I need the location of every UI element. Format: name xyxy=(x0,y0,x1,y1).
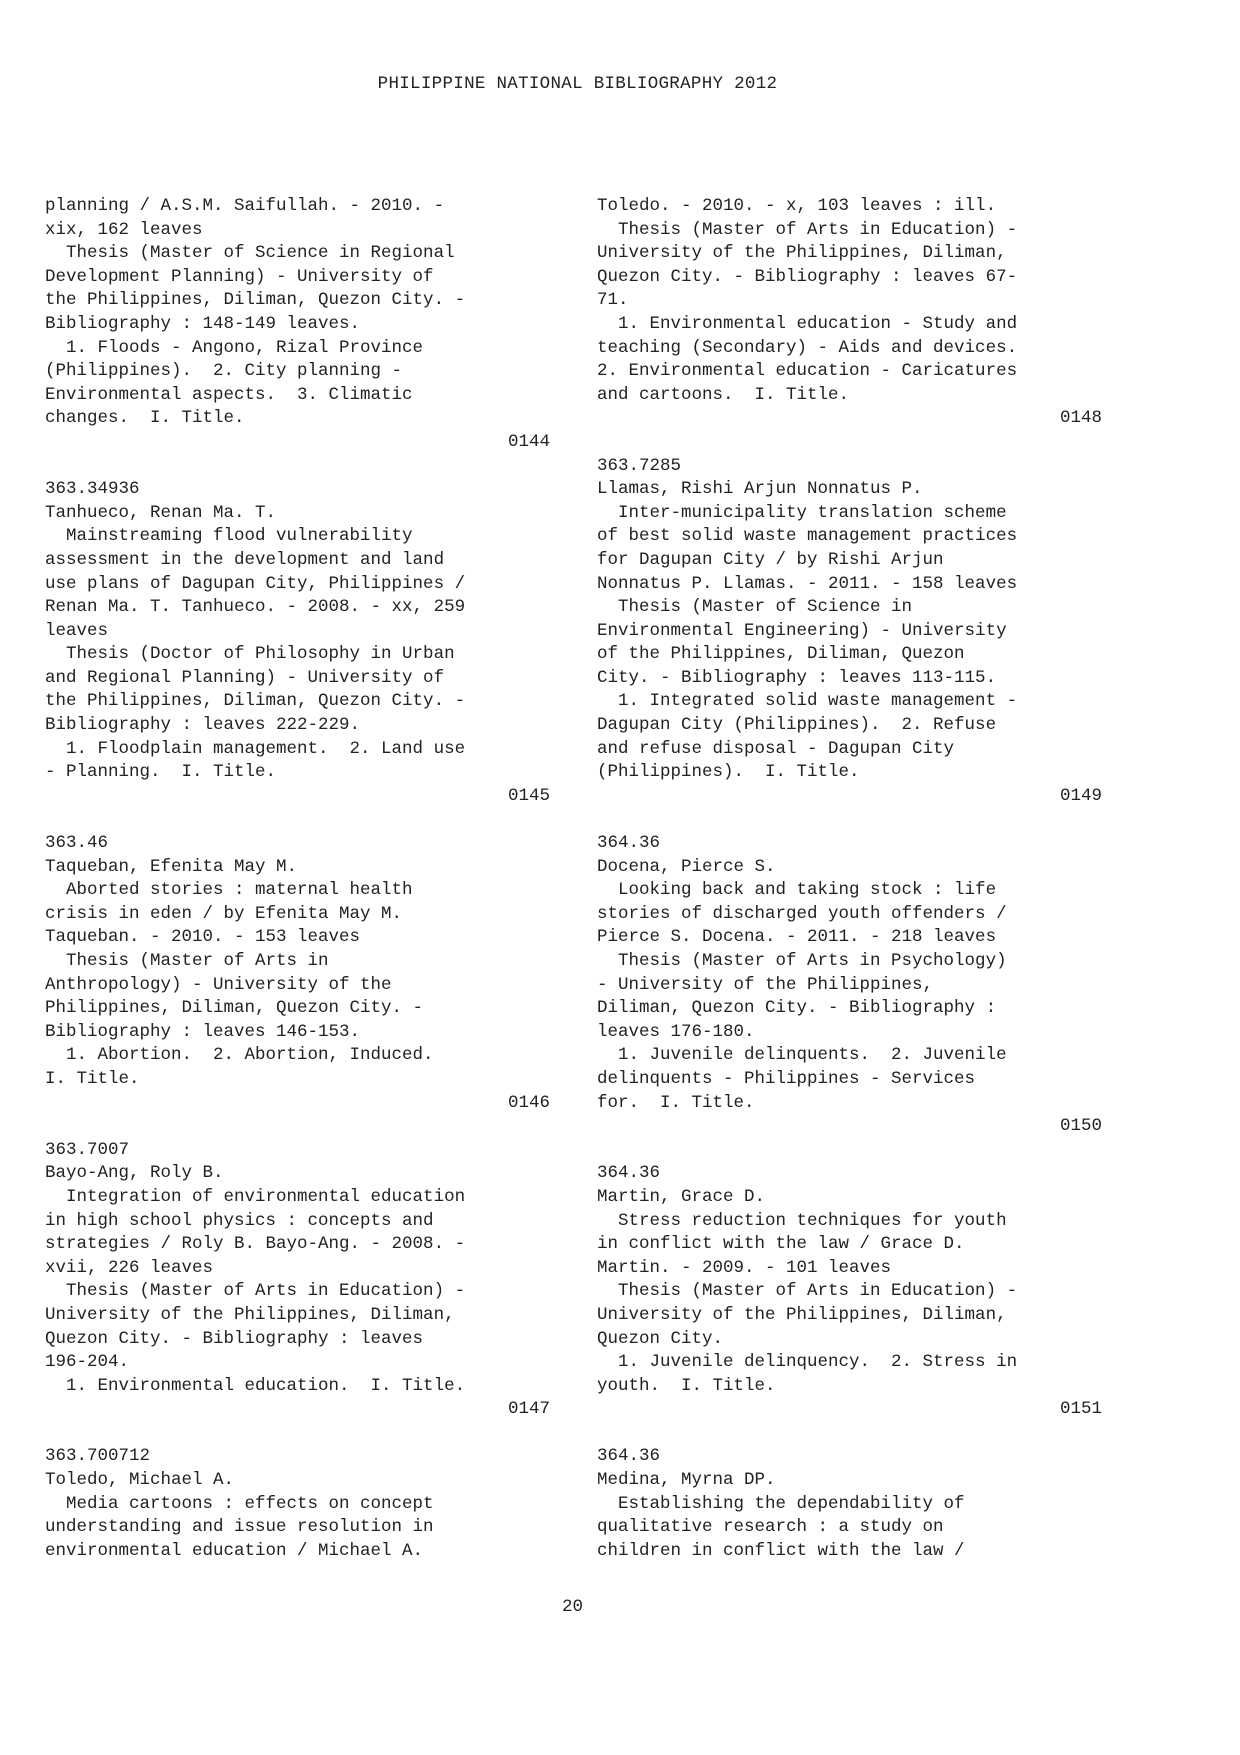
entry-line: Stress reduction techniques for youth xyxy=(597,1210,1007,1231)
entry-line: 1. Juvenile delinquency. 2. Stress in xyxy=(597,1352,1018,1373)
entry-line: University of the Philippines, Diliman, xyxy=(45,1304,455,1325)
entry-line: (Philippines). 2. City planning - xyxy=(45,361,403,382)
bibliography-entry xyxy=(45,478,550,808)
entry-line: Inter-municipality translation scheme xyxy=(597,502,1007,523)
entry-line: stories of discharged youth offenders / xyxy=(597,903,1007,924)
entry-line: 71. xyxy=(597,290,629,311)
entry-line: 364.36 xyxy=(597,833,661,854)
entry-line: Docena, Pierce S. xyxy=(597,856,776,877)
entry-line: Taqueban, Efenita May M. xyxy=(45,856,298,877)
entry-line: the Philippines, Diliman, Quezon City. - xyxy=(45,691,466,712)
entry-line: Taqueban. - 2010. - 153 leaves xyxy=(45,927,361,948)
bibliography-entry xyxy=(597,1162,1102,1422)
entry-line: Medina, Myrna DP. xyxy=(597,1470,776,1491)
entry-line: crisis in eden / by Efenita May M. xyxy=(45,903,403,924)
entry-line: Aborted stories : maternal health xyxy=(45,880,413,901)
entry-line: Nonnatus P. Llamas. - 2011. - 158 leaves xyxy=(597,573,1018,594)
entry-line: Thesis (Master of Science in xyxy=(597,597,913,618)
entry-line: Toledo, Michael A. xyxy=(45,1470,235,1491)
entry-line: Llamas, Rishi Arjun Nonnatus P. xyxy=(597,479,923,500)
entry-number: 0149 xyxy=(1059,785,1102,806)
bibliography-entry xyxy=(45,1139,550,1422)
entry-line: teaching (Secondary) - Aids and devices. xyxy=(597,337,1018,358)
entry-line: in conflict with the law / Grace D. xyxy=(597,1234,965,1255)
entry-line: University of the Philippines, Diliman, xyxy=(597,1304,1007,1325)
entry-line: assessment in the development and land xyxy=(45,549,445,570)
entry-line: I. Title. xyxy=(45,1068,140,1089)
entry-line: Media cartoons : effects on concept xyxy=(45,1493,434,1514)
entry-line: leaves xyxy=(45,620,109,641)
entry-line: children in conflict with the law / xyxy=(597,1540,965,1561)
entry-line: xvii, 226 leaves xyxy=(45,1257,214,1278)
entry-line: Bibliography : leaves 146-153. xyxy=(45,1021,361,1042)
entry-line: delinquents - Philippines - Services xyxy=(597,1068,976,1089)
entry-line: Bibliography : 148-149 leaves. xyxy=(45,313,361,334)
page-number: 20 xyxy=(561,1597,583,1617)
entry-number: 0150 xyxy=(1059,1116,1102,1137)
entry-line: Looking back and taking stock : life xyxy=(597,880,997,901)
bibliography-entry xyxy=(597,1445,1102,1563)
entry-line: Thesis (Master of Arts in Psychology) xyxy=(597,951,1007,971)
entry-line: Environmental aspects. 3. Climatic xyxy=(45,384,413,405)
entry-line: 1. Environmental education - Study and xyxy=(597,313,1018,334)
entry-line: Development Planning) - University of xyxy=(45,266,434,287)
entry-line: environmental education / Michael A. xyxy=(45,1540,424,1561)
entry-spacer xyxy=(45,1115,550,1139)
entry-line: youth. I. Title. xyxy=(597,1375,776,1396)
entry-line: 363.46 xyxy=(45,833,109,854)
entry-line: xix, 162 leaves xyxy=(45,219,203,240)
entry-spacer xyxy=(597,1422,1102,1446)
entry-line: leaves 176-180. xyxy=(597,1021,755,1042)
entry-number: 0147 xyxy=(507,1399,550,1420)
entry-line: planning / A.S.M. Saifullah. - 2010. - xyxy=(45,196,445,216)
entry-line: 2. Environmental education - Caricatures xyxy=(597,361,1018,382)
entry-line: and refuse disposal - Dagupan City xyxy=(597,738,955,759)
entry-line: use plans of Dagupan City, Philippines / xyxy=(45,573,466,594)
entry-number: 0144 xyxy=(507,431,550,452)
entry-line: Anthropology) - University of the xyxy=(45,974,392,995)
entry-line: Thesis (Doctor of Philosophy in Urban xyxy=(45,644,455,665)
entry-line: Bibliography : leaves 222-229. xyxy=(45,715,361,736)
entry-spacer xyxy=(45,808,550,832)
entry-number: 0146 xyxy=(507,1092,550,1113)
entry-line: 1. Juvenile delinquents. 2. Juvenile xyxy=(597,1045,1007,1066)
entry-line: Martin. - 2009. - 101 leaves xyxy=(597,1257,892,1278)
entry-line: 363.7007 xyxy=(45,1139,130,1160)
entry-line: Renan Ma. T. Tanhueco. - 2008. - xx, 259 xyxy=(45,597,466,618)
bibliography-entry xyxy=(597,832,1102,1139)
entry-line: of best solid waste management practices xyxy=(597,526,1018,547)
entry-line: and cartoons. I. Title. xyxy=(597,384,850,405)
right-column xyxy=(597,195,1102,1563)
bibliography-entry xyxy=(597,195,1102,431)
entry-line: Quezon City. - Bibliography : leaves xyxy=(45,1328,424,1349)
entry-spacer xyxy=(597,431,1102,455)
entry-line: the Philippines, Diliman, Quezon City. - xyxy=(45,290,466,311)
entry-line: Thesis (Master of Arts in Education) - xyxy=(597,219,1018,240)
entry-number: 0148 xyxy=(1059,408,1102,429)
entry-line: (Philippines). I. Title. xyxy=(597,762,860,783)
entry-line: 364.36 xyxy=(597,1446,661,1467)
entry-line: 1. Floods - Angono, Rizal Province xyxy=(45,337,424,358)
bibliography-entry xyxy=(45,1445,550,1563)
entry-line: Martin, Grace D. xyxy=(597,1186,766,1207)
entry-spacer xyxy=(597,1139,1102,1163)
entry-line: Mainstreaming flood vulnerability xyxy=(45,526,413,547)
entry-line: Thesis (Master of Science in Regional xyxy=(45,243,455,264)
entry-line: - Planning. I. Title. xyxy=(45,762,277,783)
left-column xyxy=(45,195,550,1563)
entry-line: in high school physics : concepts and xyxy=(45,1210,434,1231)
entry-line: 364.36 xyxy=(597,1163,661,1184)
entry-line: - University of the Philippines, xyxy=(597,974,934,995)
entry-line: 363.700712 xyxy=(45,1446,151,1467)
entry-number: 0145 xyxy=(507,785,550,806)
entry-line: Environmental Engineering) - University xyxy=(597,620,1007,641)
bibliography-entry xyxy=(45,832,550,1115)
entry-spacer xyxy=(45,455,550,479)
entry-line: Bayo-Ang, Roly B. xyxy=(45,1163,224,1184)
entry-line: 363.34936 xyxy=(45,479,140,500)
entry-line: 1. Integrated solid waste management - xyxy=(597,691,1018,712)
entry-line: 196-204. xyxy=(45,1352,130,1373)
entry-line: Dagupan City (Philippines). 2. Refuse xyxy=(597,715,997,736)
entry-line: Establishing the dependability of xyxy=(597,1493,965,1514)
entry-line: qualitative research : a study on xyxy=(597,1517,944,1538)
entry-line: 1. Environmental education. I. Title. xyxy=(45,1375,466,1396)
entry-line: understanding and issue resolution in xyxy=(45,1517,434,1538)
entry-line: Thesis (Master of Arts in Education) - xyxy=(45,1281,466,1302)
entry-line: Diliman, Quezon City. - Bibliography : xyxy=(597,998,997,1019)
entry-line: 1. Abortion. 2. Abortion, Induced. xyxy=(45,1045,434,1066)
entry-line: Thesis (Master of Arts in xyxy=(45,951,329,971)
entry-line: Tanhueco, Renan Ma. T. xyxy=(45,502,277,523)
entry-line: City. - Bibliography : leaves 113-115. xyxy=(597,667,997,688)
entry-line: Integration of environmental education xyxy=(45,1186,466,1207)
entry-line: Quezon City. xyxy=(597,1328,724,1349)
bibliography-entry xyxy=(45,195,550,455)
entry-line: Philippines, Diliman, Quezon City. - xyxy=(45,998,424,1019)
entry-line: for. I. Title. xyxy=(597,1092,755,1113)
entry-line: 363.7285 xyxy=(597,455,682,476)
entry-line: and Regional Planning) - University of xyxy=(45,667,445,688)
page-header: PHILIPPINE NATIONAL BIBLIOGRAPHY 2012 xyxy=(377,74,778,94)
entry-line: Pierce S. Docena. - 2011. - 218 leaves xyxy=(597,927,997,948)
bibliography-entry xyxy=(597,455,1102,809)
entry-line: Quezon City. - Bibliography : leaves 67- xyxy=(597,266,1018,287)
entry-number: 0151 xyxy=(1059,1399,1102,1420)
entry-line: Toledo. - 2010. - x, 103 leaves : ill. xyxy=(597,196,997,216)
entry-line: changes. I. Title. xyxy=(45,408,245,429)
entry-spacer xyxy=(597,808,1102,832)
entry-line: 1. Floodplain management. 2. Land use xyxy=(45,738,466,759)
entry-line: for Dagupan City / by Rishi Arjun xyxy=(597,549,944,570)
entry-line: of the Philippines, Diliman, Quezon xyxy=(597,644,965,665)
entry-line: strategies / Roly B. Bayo-Ang. - 2008. - xyxy=(45,1234,466,1255)
entry-line: Thesis (Master of Arts in Education) - xyxy=(597,1281,1018,1302)
entry-line: University of the Philippines, Diliman, xyxy=(597,243,1007,264)
entry-spacer xyxy=(45,1422,550,1446)
